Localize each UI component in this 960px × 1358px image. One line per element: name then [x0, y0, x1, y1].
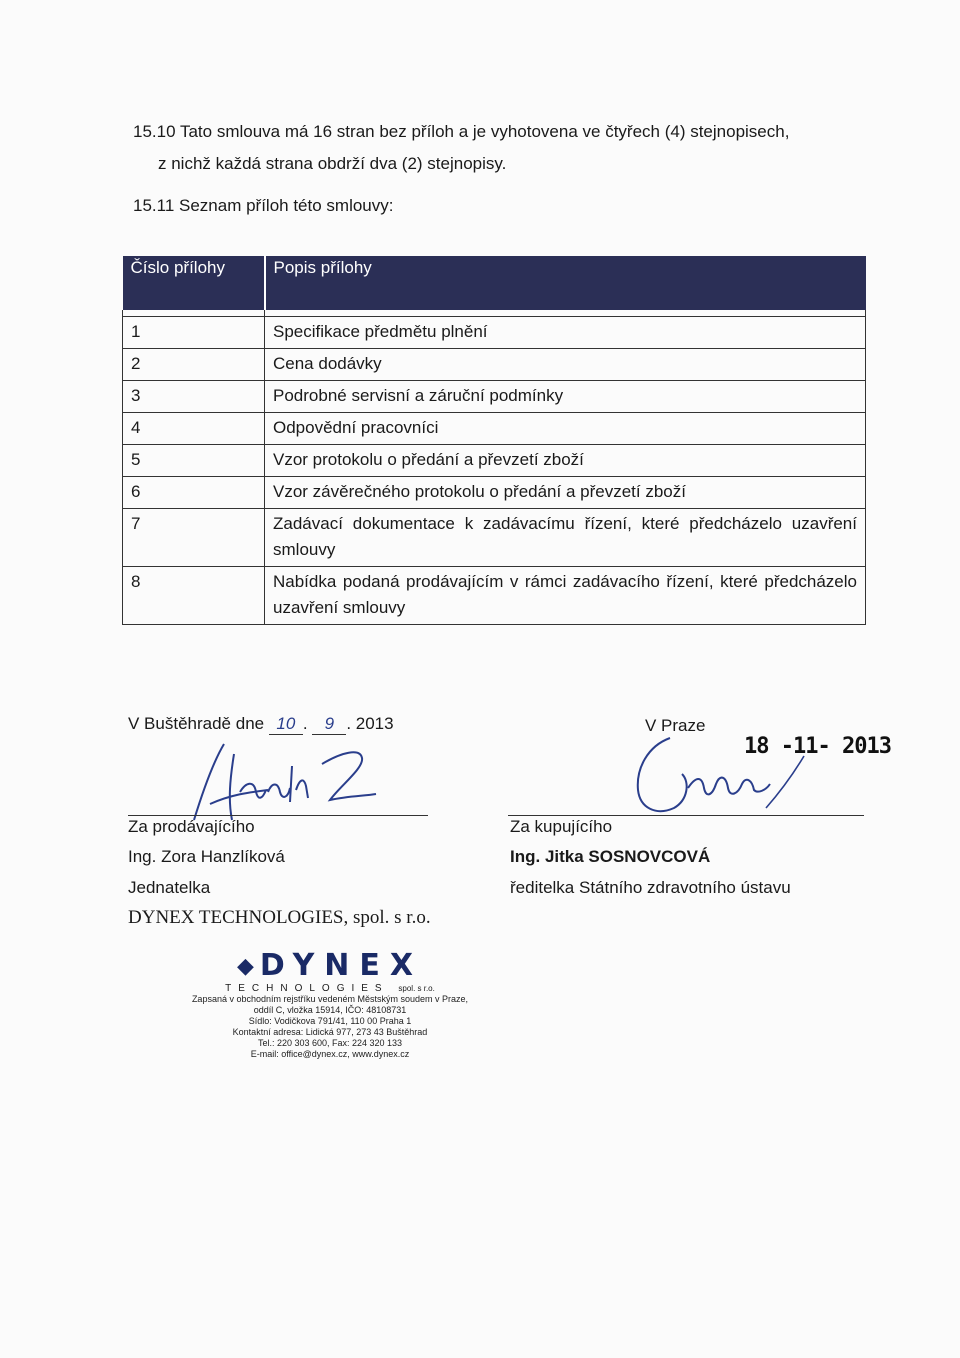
stamp-line: E-mail: office@dynex.cz, www.dynex.cz	[250, 1049, 410, 1059]
seller-date-month: 9	[312, 714, 346, 735]
clause-15-11: 15.11 Seznam příloh této smlouvy:	[133, 196, 394, 215]
seller-date-day: 10	[269, 714, 303, 735]
seller-date-year: . 2013	[346, 714, 394, 733]
clause-15-10-line1: 15.10 Tato smlouva má 16 stran bez příloh a je vyhotovena ve čtyřech (4) stejnopisech,	[133, 122, 790, 141]
table-row	[123, 349, 866, 381]
attachment-number: 2	[123, 349, 265, 381]
attachment-number: 6	[123, 477, 265, 509]
seller-signature-line	[128, 815, 428, 816]
stamp-line: Zapsaná v obchodním rejstříku vedeném Městským soudem v Praze,	[191, 994, 469, 1004]
seller-role: Jednatelka	[128, 878, 211, 897]
attachment-description: Vzor protokolu o předání a převzetí zboží	[265, 445, 866, 477]
buyer-place: V Praze	[645, 716, 706, 735]
seller-company: DYNEX TECHNOLOGIES, spol. s r.o.	[128, 907, 431, 928]
clause-15-10-line2: z nichž každá strana obdrží dva (2) stejnopisy.	[158, 154, 507, 173]
buyer-date-stamp: 18 -11- 2013	[744, 734, 891, 759]
stamp-subtitle: TECHNOLOGIES	[225, 983, 389, 994]
company-stamp	[190, 948, 470, 1060]
attachment-description: Podrobné servisní a záruční podmínky	[265, 381, 866, 413]
table-row	[123, 567, 866, 625]
attachment-number: 3	[123, 381, 265, 413]
stamp-logo	[190, 948, 470, 983]
table-header-row	[123, 256, 866, 310]
seller-place-date: V Buštěhradě dne 10 . 9 . 2013	[128, 714, 394, 733]
stamp-line: oddíl C, vložka 15914, IČO: 48108731	[253, 1005, 407, 1015]
attachment-description: Zadávací dokumentace k zadávacímu řízení, které předcházelo uzavření smlouvy	[265, 509, 866, 567]
stamp-line: Kontaktní adresa: Lidická 977, 273 43 Buštěhrad	[232, 1027, 428, 1037]
table-row	[123, 477, 866, 509]
attachment-number: 5	[123, 445, 265, 477]
attachment-number: 1	[123, 317, 265, 349]
attachment-number: 7	[123, 509, 265, 567]
diamond-icon: ◆	[236, 952, 254, 978]
stamp-suffix: spol. s r.o.	[398, 984, 435, 993]
seller-name: Ing. Zora Hanzlíková	[128, 847, 285, 866]
attachment-number: 8	[123, 567, 265, 625]
attachment-number: 4	[123, 413, 265, 445]
seller-place-date-prefix: V Buštěhradě dne	[128, 714, 265, 733]
buyer-signature-line	[508, 815, 864, 816]
buyer-role: ředitelka Státního zdravotního ústavu	[510, 878, 791, 897]
stamp-logo-text: DYNEX	[259, 948, 424, 983]
attachment-description: Vzor závěrečného protokolu o předání a převzetí zboží	[265, 477, 866, 509]
clause-15-10	[133, 116, 873, 180]
attachment-description: Odpovědní pracovníci	[265, 413, 866, 445]
seller-label: Za prodávajícího	[128, 817, 255, 836]
attachment-description: Cena dodávky	[265, 349, 866, 381]
table-row	[123, 509, 866, 567]
header-attachment-description: Popis přílohy	[265, 256, 866, 310]
table-row	[123, 445, 866, 477]
buyer-name: Ing. Jitka SOSNOVCOVÁ	[510, 847, 711, 866]
buyer-signature	[570, 728, 810, 828]
table-row	[123, 381, 866, 413]
buyer-label: Za kupujícího	[510, 817, 613, 836]
attachment-description: Specifikace předmětu plnění	[265, 317, 866, 349]
header-attachment-number: Číslo přílohy	[123, 256, 265, 310]
attachment-description: Nabídka podaná prodávajícím v rámci zadávacího řízení, které předcházelo uzavření smlouvy	[265, 567, 866, 625]
table-row	[123, 317, 866, 349]
attachments-table	[122, 256, 866, 625]
stamp-line: Tel.: 220 303 600, Fax: 224 320 133	[257, 1038, 403, 1048]
table-row	[123, 413, 866, 445]
stamp-line: Sídlo: Vodičkova 791/41, 110 00 Praha 1	[248, 1016, 412, 1026]
